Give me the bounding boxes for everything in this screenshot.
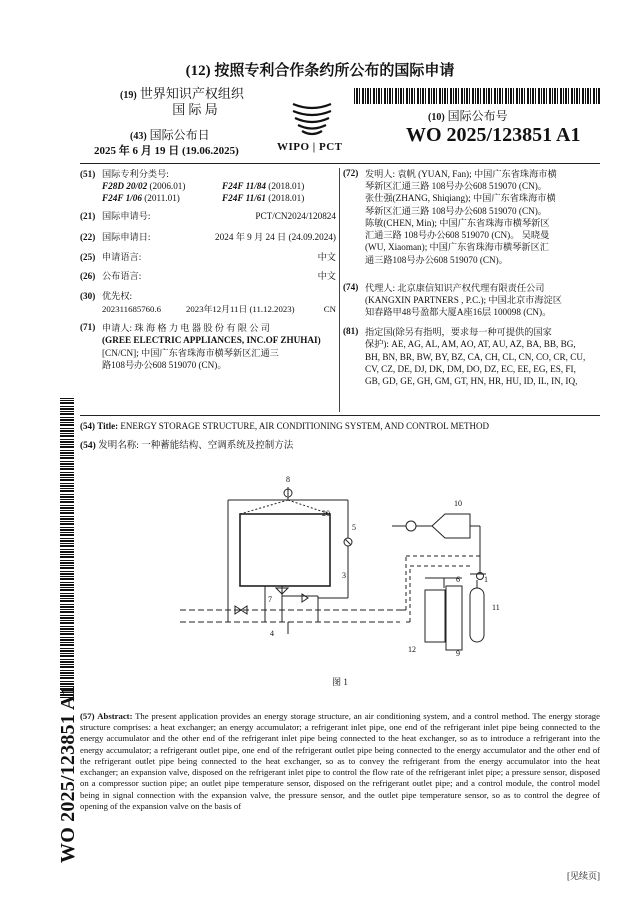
figure-label-20: 20 (322, 509, 330, 518)
field-26: (26) 公布语言: 中文 (80, 271, 336, 281)
field-21: (21) 国际申请号: PCT/CN2024/120824 (80, 211, 336, 221)
column-divider (339, 168, 340, 412)
field-25: (25) 申请语言: 中文 (80, 252, 336, 262)
figure-label-8: 8 (286, 475, 290, 484)
continuation-note: [见续页] (567, 871, 600, 881)
organization-name: (19) 世界知识产权组织 (120, 86, 244, 101)
figure-label-7: 7 (268, 595, 272, 604)
ipc-classes: F28D 20/02 (2006.01) F24F 11/84 (2018.01) F24F 1/06 (2011.01) F24F 11/61 (2018.01) (102, 181, 305, 203)
field-51: (51) 国际专利分类号: (80, 169, 169, 179)
document-title: (12) 按照专利合作条约所公布的国际申请 (185, 63, 455, 79)
figure-label-5: 5 (352, 523, 356, 532)
header-rule (80, 163, 600, 164)
side-publication-number: WO 2025/123851 A1 (57, 685, 79, 863)
priority-row: 202311685760.6 2023年12月11日 (11.12.2023) CN (102, 304, 336, 314)
field-22: (22) 国际申请日: 2024 年 9 月 24 日 (24.09.2024) (80, 232, 336, 242)
figure-label-6: 6 (456, 575, 460, 584)
barcode-top (354, 88, 601, 104)
publication-number: WO 2025/123851 A1 (406, 124, 581, 146)
barcode-side (60, 398, 74, 698)
field-71: (71) 申请人: 珠 海 格 力 电 器 股 份 有 限 公 司 (GREE ELECTRIC APPLIANCES, INC.OF ZHUHAI) [CN/CN]; 中国广东省珠海市横琴新区汇通三 路108号办公608 519070 (CN)。 (80, 322, 321, 371)
figure-label-10: 10 (454, 499, 462, 508)
publication-date-value: 2025 年 6 月 19 日 (19.06.2025) (94, 145, 239, 157)
publication-number-label: (10) 国际公布号 (428, 109, 508, 123)
title-chinese: (54) 发明名称: 一种蓄能结构、空调系统及控制方法 (80, 441, 294, 451)
field-81: (81) 指定国(除另有指明，要求每一种可提供的国家 保护): AE, AG, AL, AM, AO, AT, AU, AZ, BA, BB, BG, BH, BN, BR, BW, BY, BZ, CA, CH, CL, CN, CO, CR, CU, CV, CZ, DE, DJ, DK, DM, DO, DZ, EC, EE, EG, ES, FI, GB, GD, GE, GH, GM, GT, HN, HR, HU, ID, IL, IN, IQ, (343, 326, 586, 387)
wipo-logo-icon (289, 94, 335, 140)
field-72: (72) 发明人: 袁帆 (YUAN, Fan); 中国广东省珠海市横 琴新区汇通三路 108号办公608 519070 (CN)。 张仕强(ZHANG, Shiqiang); 中国广东省珠海市横 琴新区汇通三路 108号办公608 519070 (CN)。 陈敏(CHEN, Min); 中国广东省珠海市横琴新区 汇通三路 108号办公608 519070 (CN)。 吴晓曼 (WU, Xiaoman); 中国广东省珠海市横琴新区汇 通三路108号办公608 519070 (CN)。 (343, 168, 557, 265)
title-english: (54) Title: ENERGY STORAGE STRUCTURE, AIR CONDITIONING SYSTEM, AND CONTROL METHOD (80, 421, 490, 431)
wipo-pct-text: WIPO | PCT (277, 141, 343, 153)
figure-label-12: 12 (408, 645, 416, 654)
figure-label-3: 3 (342, 571, 346, 580)
figure-label-4: 4 (270, 629, 274, 638)
abstract: (57) Abstract: The present application provides an energy storage structure, an air conditioning system, and a control method. The energy storage structure comprises: a heat exchanger; an energy accumulator; a refrigerant inlet pipe, one end of the refrigerant inlet pipe being connected to the energy accumulator and the other end of the refrigerant inlet pipe being connected to the heat exchanger, so as to introduce a refrigerant into the energy accumulator; a refrigerant outlet pipe, one end of the refrigerant outlet pipe being connected to the energy accumulator and the other end of the refrigerant outlet pipe being connected to the heat exchanger, so as to convey the refrigerant from the energy accumulator into the heat exchanger; an expansion valve, disposed on the refrigerant inlet pipe to control the flow rate of the refrigerant inlet pipe; a pressure sensor, disposed on a compressor suction pipe; an outlet pipe temperature sensor, disposed on the refrigerant outlet pipe; and a control module, the control model being in signal connection with the expansion valve, the pressure sensor, and the outlet pipe temperature sensor, so as to control the degree of opening of the expansion valve on the basis of (80, 711, 600, 811)
figure-caption: 图 1 (332, 677, 348, 687)
biblio-rule (80, 415, 600, 416)
figure-label-1: 1 (484, 575, 488, 584)
system-diagram (170, 470, 530, 660)
organization-bureau: 国 际 局 (172, 102, 218, 117)
field-30: (30) 优先权: (80, 291, 133, 301)
figure-label-11: 11 (492, 603, 500, 612)
field-74: (74) 代理人: 北京康信知识产权代理有限责任公司 (KANGXIN PARTNERS , P.C.); 中国北京市海淀区 知春路甲48号盈都大厦A座16层 100098 (CN)。 (343, 282, 562, 318)
figure-label-9: 9 (456, 649, 460, 658)
publication-date-label: (43) 国际公布日 (130, 128, 210, 142)
